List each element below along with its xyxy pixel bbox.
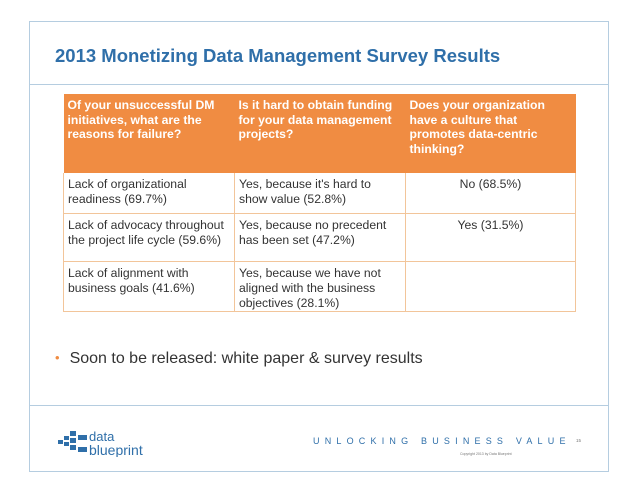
logo-text-blueprint: blueprint [89, 442, 143, 457]
table-cell: Yes (31.5%) [406, 213, 576, 261]
table-cell: No (68.5%) [406, 173, 576, 213]
footer-tagline: UNLOCKING BUSINESS VALUE [313, 436, 571, 446]
table-cell: Lack of alignment with business goals (41.6%) [64, 261, 235, 311]
table-header-row [64, 94, 576, 173]
bullet-text: Soon to be released: white paper & survey results [69, 350, 423, 367]
logo-text-data: data [89, 429, 115, 444]
footer-divider [30, 405, 608, 406]
slide-header [30, 22, 608, 85]
header-culture: Does your organization have a culture that promotes data-centric thinking? [406, 94, 576, 173]
table-row [64, 213, 576, 261]
table-cell: Lack of organizational readiness (69.7%) [64, 173, 235, 213]
slide-title: 2013 Monetizing Data Management Survey Results [55, 45, 501, 66]
logo-mark-icon [58, 431, 87, 452]
survey-results-table [63, 94, 576, 312]
header-funding: Is it hard to obtain funding for your data management projects? [235, 94, 406, 173]
table-cell: Yes, because we have not aligned with the business objectives (28.1%) [235, 261, 406, 311]
table-cell: Lack of advocacy throughout the project life cycle (59.6%) [64, 213, 235, 261]
table-cell: Yes, because no precedent has been set (47.2%) [235, 213, 406, 261]
table-row [64, 173, 576, 213]
table-row [64, 261, 576, 311]
page-number: 15 [576, 438, 582, 443]
data-blueprint-logo [58, 429, 178, 457]
slide [29, 21, 609, 472]
table-cell [406, 261, 576, 311]
bullet-item [55, 350, 423, 368]
table-cell: Yes, because it's hard to show value (52.8%) [235, 173, 406, 213]
header-reasons-for-failure: Of your unsuccessful DM initiatives, what are the reasons for failure? [64, 94, 235, 173]
footer-copyright: Copyright 2013 by Data Blueprint [460, 452, 512, 456]
bullet-marker: • [55, 350, 60, 365]
